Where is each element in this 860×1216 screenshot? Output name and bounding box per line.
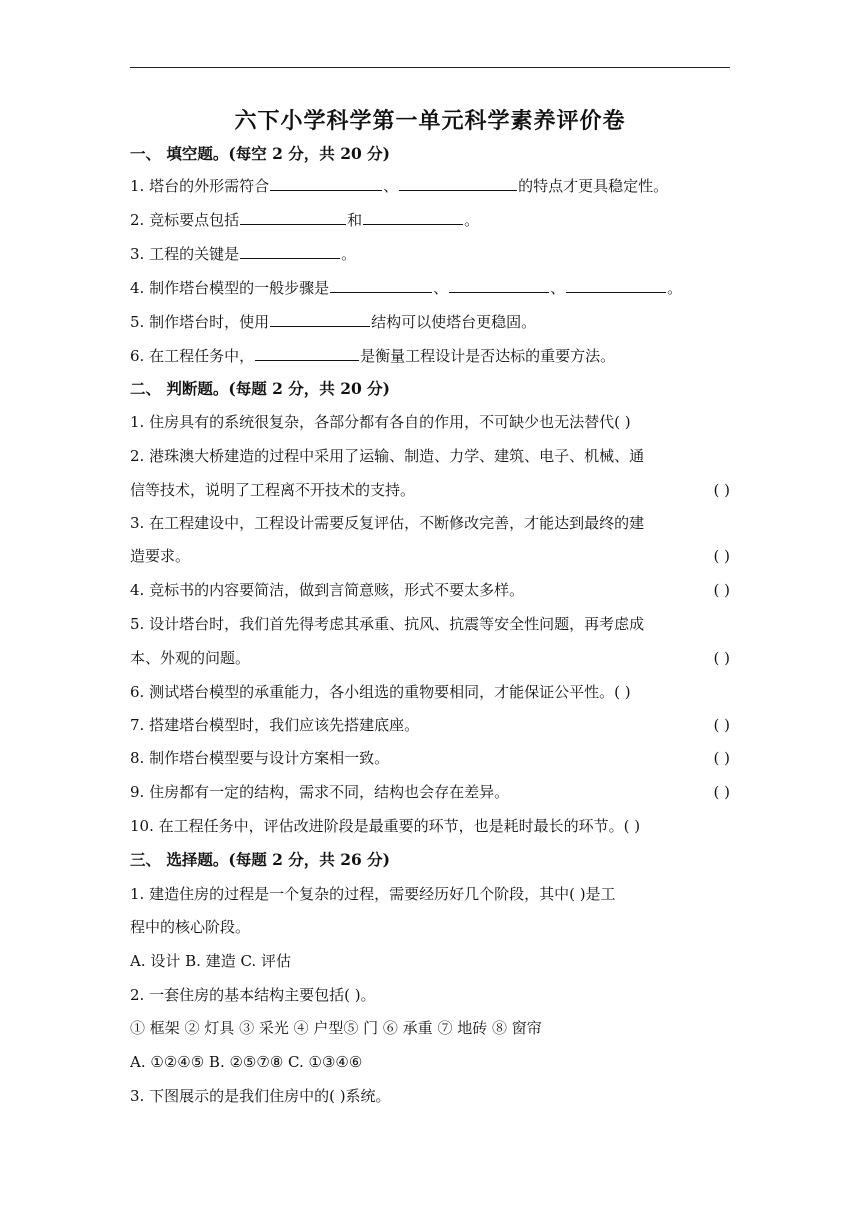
answer-parentheses[interactable]: ( ) — [713, 783, 730, 801]
section1-heading: 一、 填空题。(每空 2 分，共 20 分) — [130, 144, 391, 163]
fill-question-4: 4. 制作塔台模型的一般步骤是 、 、 。 — [130, 279, 683, 297]
choice-question-1-line1: 1. 建造住房的过程是一个复杂的过程，需要经历好几个阶段，其中( )是工 — [130, 885, 616, 903]
answer-parentheses[interactable]: ( ) — [713, 649, 730, 667]
answer-parentheses[interactable]: ( ) — [713, 749, 730, 767]
fill-question-2: 2. 竞标要点包括 和 。 — [130, 211, 480, 229]
judge-question-5-line2: 本、外观的问题。 ( ) — [130, 649, 730, 667]
fill-question-6: 6. 在工程任务中， 是衡量工程设计是否达标的重要方法。 — [130, 347, 616, 365]
choice-question-2: 2. 一套住房的基本结构主要包括( )。 — [130, 986, 376, 1004]
answer-parentheses[interactable]: ( ) — [713, 481, 730, 499]
fill-question-5: 5. 制作塔台时，使用 结构可以使塔台更稳固。 — [130, 313, 537, 331]
judge-question-5-line1: 5. 设计塔台时，我们首先得考虑其承重、抗风、抗震等安全性问题，再考虑成 — [130, 615, 645, 633]
answer-parentheses[interactable]: ( ) — [713, 716, 730, 734]
answer-blank[interactable] — [330, 278, 432, 293]
answer-blank[interactable] — [240, 210, 346, 225]
answer-blank[interactable] — [449, 278, 549, 293]
judge-question-7: 7. 搭建塔台模型时，我们应该先搭建底座。 ( ) — [130, 716, 730, 734]
fill-question-3: 3. 工程的关键是 。 — [130, 245, 357, 263]
header-rule — [130, 67, 730, 68]
fill-question-1: 1. 塔台的外形需符合 、 的特点才更具稳定性。 — [130, 177, 669, 195]
answer-blank[interactable] — [363, 210, 463, 225]
page-title: 六下小学科学第一单元科学素养评价卷 — [234, 108, 626, 134]
choice-question-2-items: ① 框架 ② 灯具 ③ 采光 ④ 户型⑤ 门 ⑥ 承重 ⑦ 地砖 ⑧ 窗帘 — [130, 1019, 542, 1037]
answer-blank[interactable] — [240, 244, 340, 259]
answer-parentheses[interactable]: ( ) — [713, 581, 730, 599]
judge-question-2-line2: 信等技术，说明了工程离不开技术的支持。 ( ) — [130, 481, 730, 499]
section2-heading: 二、 判断题。(每题 2 分，共 20 分) — [130, 379, 391, 398]
judge-question-9: 9. 住房都有一定的结构，需求不同，结构也会存在差异。 ( ) — [130, 783, 730, 801]
judge-question-1: 1. 住房具有的系统很复杂，各部分都有各自的作用，不可缺少也无法替代( ) — [130, 413, 631, 431]
choice-question-2-options: A. ①②④⑤ B. ②⑤⑦⑧ C. ①③④⑥ — [130, 1053, 363, 1071]
answer-blank[interactable] — [399, 176, 517, 191]
judge-question-3-line2: 造要求。 ( ) — [130, 547, 730, 565]
answer-parentheses[interactable]: ( ) — [713, 547, 730, 565]
answer-blank[interactable] — [270, 176, 382, 191]
judge-question-8: 8. 制作塔台模型要与设计方案相一致。 ( ) — [130, 749, 730, 767]
choice-question-3: 3. 下图展示的是我们住房中的( )系统。 — [130, 1087, 391, 1105]
choice-question-1-options: A. 设计 B. 建造 C. 评估 — [130, 952, 291, 970]
answer-blank[interactable] — [566, 278, 666, 293]
judge-question-3-line1: 3. 在工程建设中，工程设计需要反复评估，不断修改完善，才能达到最终的建 — [130, 514, 645, 532]
section3-heading: 三、 选择题。(每题 2 分，共 26 分) — [130, 850, 391, 869]
choice-question-1-line2: 程中的核心阶段。 — [130, 918, 251, 936]
judge-question-4: 4. 竞标书的内容要简洁，做到言简意赅，形式不要太多样。 ( ) — [130, 581, 730, 599]
answer-blank[interactable] — [255, 346, 359, 361]
judge-question-10: 10. 在工程任务中，评估改进阶段是最重要的环节，也是耗时最长的环节。( ) — [130, 817, 641, 835]
judge-question-6: 6. 测试塔台模型的承重能力，各小组选的重物要相同，才能保证公平性。( ) — [130, 683, 631, 701]
judge-question-2-line1: 2. 港珠澳大桥建造的过程中采用了运输、制造、力学、建筑、电子、机械、通 — [130, 447, 645, 465]
answer-blank[interactable] — [270, 312, 370, 327]
